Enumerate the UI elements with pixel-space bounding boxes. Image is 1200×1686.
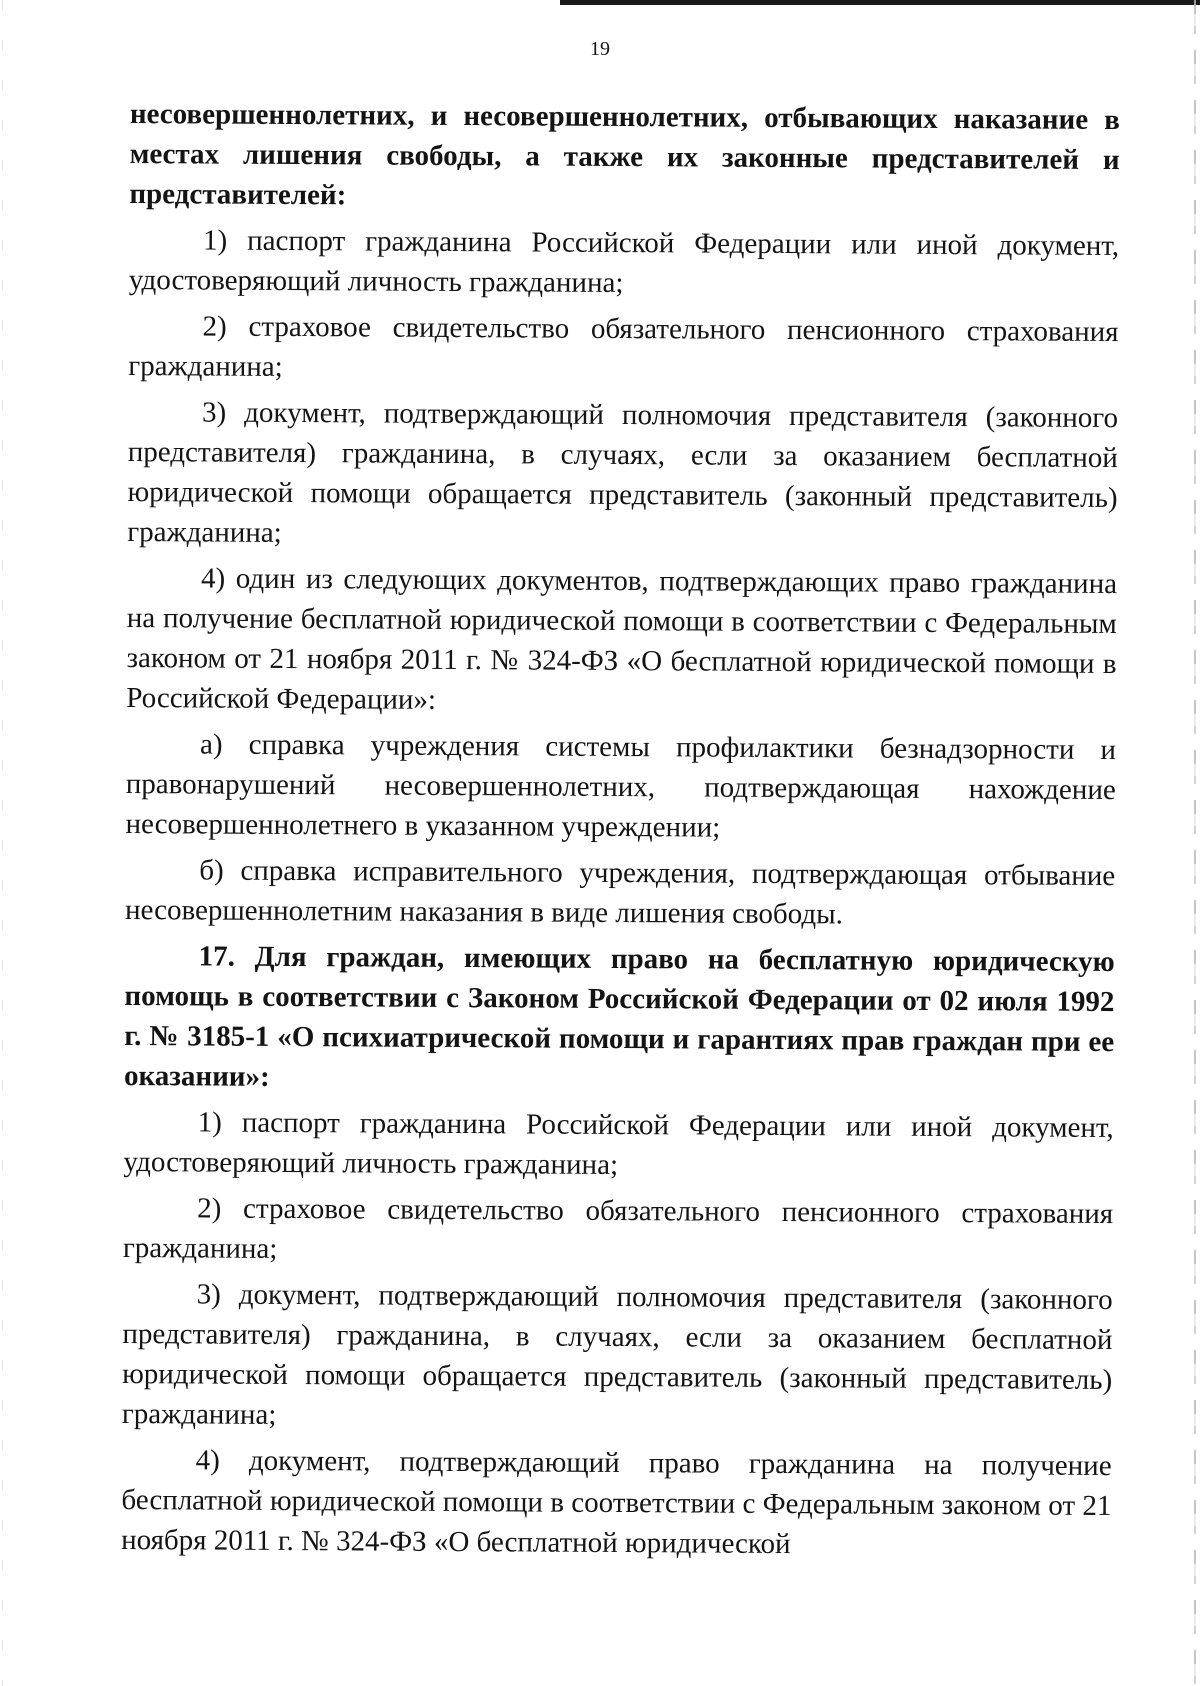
- list-item-eligibility-document-17: 4) документ, подтверждающий право гражданина на получение бесплатной юридической помощи в соответствии с Федеральным законом от 21 ноября 2011 г. № 324-ФЗ «О бесплатной юридической: [121, 1444, 1112, 1561]
- section-17-heading: 17. Для граждан, имеющих право на бесплатную юридическую помощь в соответствии с Законом Российской Федерации от 02 июля 1992 г. № 3185-1 «О психиатрической помощи и гарантиях прав граждан при ее оказании»:: [123, 940, 1115, 1093]
- list-item-insurance-certificate-17: 2) страховое свидетельство обязательного пенсионного страхования гражданина;: [122, 1192, 1114, 1265]
- sub-item-correctional-certificate: б) справка исправительного учреждения, подтверждающая отбывание несовершеннолетним наказания в виде лишения свободы.: [124, 854, 1116, 931]
- scan-edge-top: [560, 0, 1200, 5]
- list-item-representative-authority-17: 3) документ, подтверждающий полномочия представителя (законного представителя) гражданина, в случаях, если за оказанием бесплатной юридической помощи обращается представитель (законный представитель) гражданина;: [121, 1278, 1113, 1431]
- sub-item-prevention-certificate: а) справка учреждения системы профилактики безнадзорности и правонарушений несовершеннолетних, подтверждающая нахождение несовершеннолетнего в указанном учреждении;: [125, 728, 1117, 844]
- list-item-insurance-certificate: 2) страховое свидетельство обязательного пенсионного страхования гражданина;: [128, 310, 1119, 383]
- scan-edge-left: [2, 0, 3, 1686]
- scan-edge-right: [1194, 0, 1196, 1686]
- document-body: [121, 94, 1120, 1566]
- list-item-eligibility-documents: 4) один из следующих документов, подтверждающих право гражданина на получение бесплатной юридической помощи в соответствии с Федеральным законом от 21 ноября 2011 г. № 324-ФЗ «О бесплатной юридической помощи в Российской Федерации»:: [126, 562, 1118, 716]
- list-item-representative-authority: 3) документ, подтверждающий полномочия представителя (законного представителя) гражданина, в случаях, если за оказанием бесплатной юридической помощи обращается представитель (законный представитель) гражданина;: [127, 396, 1119, 549]
- paragraph-intro-continuation: несовершеннолетних, и несовершеннолетних, отбывающих наказание в местах лишения свободы, а также их законные представителей и представителей:: [129, 97, 1120, 212]
- list-item-passport-17: 1) паспорт гражданина Российской Федерации или иной документ, удостоверяющий личность гражданина;: [123, 1106, 1114, 1182]
- page-number: 19: [590, 38, 610, 60]
- list-item-passport: 1) паспорт гражданина Российской Федерации или иной документ, удостоверяющий личность гражданина;: [128, 224, 1120, 300]
